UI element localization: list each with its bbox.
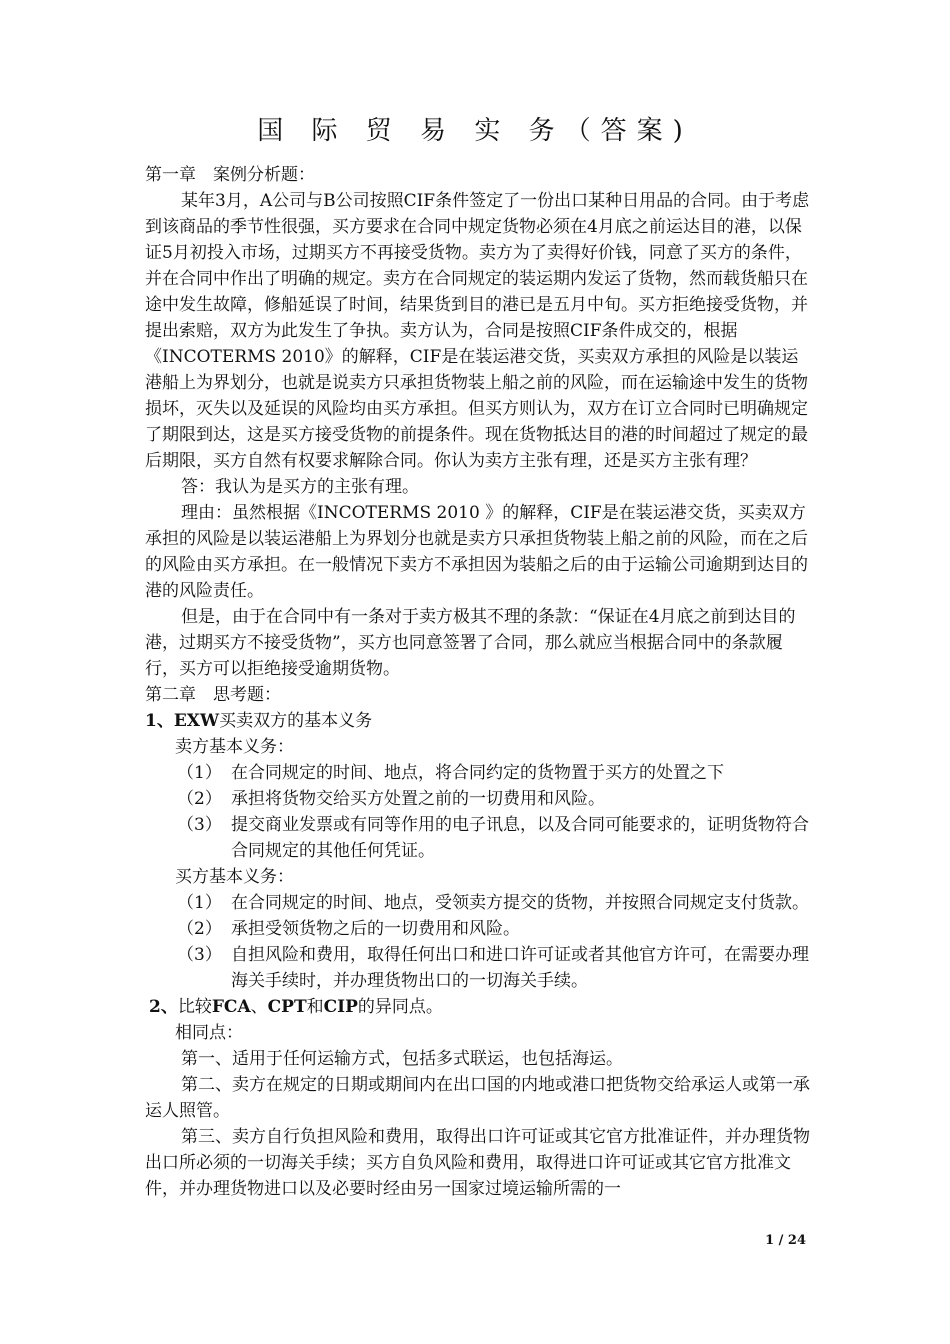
list-item-text: 在合同规定的时间、地点，将合同约定的货物置于买方的处置之下	[231, 763, 724, 783]
list-item	[145, 760, 810, 786]
chapter1-heading: 第一章 案例分析题：	[145, 165, 315, 185]
list-item-number: （2）	[177, 789, 222, 809]
document-title: 国 际 贸 易 实 务（答案)	[257, 116, 693, 146]
similarity-point-2: 第二、卖方在规定的日期或期间内在出口国的内地或港口把货物交给承运人或第一承运人照管。	[145, 1075, 810, 1121]
question1-heading	[145, 708, 810, 734]
question2-term-cpt: CPT	[267, 997, 307, 1017]
buyer-obligations-list	[145, 890, 810, 994]
question2-heading	[145, 994, 810, 1020]
buyer-obligations-label: 买方基本义务：	[175, 867, 294, 887]
similarity-point-3: 第三、卖方自行负担风险和费用，取得出口许可证或其它官方批准证件，并办理货物出口所必须的一切海关手续；买方自负风险和费用，取得进口许可证或其它官方批准文件，并办理货物进口以及必要时经由另一国家过境运输所需的一	[145, 1127, 810, 1199]
case-paragraph: 某年3月，A公司与B公司按照CIF条件签定了一份出口某种日用品的合同。由于考虑到该商品的季节性很强，买方要求在合同中规定货物必须在4月底之前运达目的港，以保证5月初投入市场，过期买方不再接受货物。卖方为了卖得好价钱，同意了买方的条件，并在合同中作出了明确的规定。卖方在合同规定的装运期内发运了货物，然而载货船只在途中发生故障，修船延误了时间，结果货到目的港已是五月中旬。买方拒绝接受货物，并提出索赔，双方为此发生了争执。卖方认为，合同是按照CIF条件成交的，根据《INCOTERMS 2010》的解释，CIF是在装运港交货，买卖双方承担的风险是以装运港船上为界划分，也就是说卖方只承担货物装上船之前的风险，而在运输途中发生的货物损坏，灭失以及延误的风险均由买方承担。但买方则认为，双方在订立合同时已明确规定了期限到达，这是买方接受货物的前提条件。现在货物抵达目的港的时间超过了规定的最后期限，买方自然有权要求解除合同。你认为卖方主张有理，还是买方主张有理？	[145, 191, 810, 471]
question2-term-cip: CIP	[323, 997, 358, 1017]
similarity-point-1: 第一、适用于任何运输方式，包括多式联运，也包括海运。	[181, 1049, 623, 1069]
question1-term: EXW	[173, 711, 220, 731]
seller-obligations-label: 卖方基本义务：	[175, 737, 294, 757]
question2-separator: 和	[306, 997, 324, 1017]
question2-number: 2、	[149, 997, 178, 1017]
question2-suffix: 的异同点。	[357, 997, 443, 1017]
document-body	[145, 162, 810, 1202]
list-item	[145, 786, 810, 812]
list-item	[145, 890, 810, 916]
list-item-text: 自担风险和费用，取得任何出口和进口许可证或者其他官方许可，在需要办理海关手续时，并办理货物出口的一切海关手续。	[231, 945, 809, 991]
reason-paragraph-1: 理由：虽然根据《INCOTERMS 2010 》的解释，CIF是在装运港交货，买卖双方承担的风险是以装运港船上为界划分也就是卖方只承担货物装上船之前的风险，而在之后的风险由买方承担。在一般情况下卖方不承担因为装船之后的由于运输公司逾期到达目的港的风险责任。	[145, 503, 808, 601]
list-item-text: 在合同规定的时间、地点，受领卖方提交的货物，并按照合同规定支付货款。	[231, 893, 809, 913]
answer-paragraph: 答：我认为是买方的主张有理。	[181, 477, 419, 497]
list-item-number: （1）	[177, 893, 222, 913]
page-number: 1 / 24	[765, 1233, 806, 1248]
list-item	[145, 812, 810, 864]
list-item-text: 提交商业发票或有同等作用的电子讯息，以及合同可能要求的，证明货物符合合同规定的其他任何凭证。	[231, 815, 809, 861]
chapter2-heading: 第二章 思考题：	[145, 685, 281, 705]
list-item-number: （1）	[177, 763, 222, 783]
similarities-label: 相同点：	[175, 1023, 243, 1043]
list-item-text: 承担将货物交给买方处置之前的一切费用和风险。	[231, 789, 605, 809]
list-item-number: （3）	[177, 815, 222, 835]
question1-text: 买卖双方的基本义务	[219, 711, 373, 731]
list-item-number: （2）	[177, 919, 222, 939]
list-item-number: （3）	[177, 945, 222, 965]
reason-paragraph-2: 但是，由于在合同中有一条对于卖方极其不理的条款：“保证在4月底之前到达目的港，过期买方不接受货物”，买方也同意签署了合同，那么就应当根据合同中的条款履行，买方可以拒绝接受逾期货物。	[145, 607, 796, 679]
list-item-text: 承担受领货物之后的一切费用和风险。	[231, 919, 520, 939]
question2-separator: 、	[250, 997, 268, 1017]
question1-number: 1、	[145, 711, 174, 731]
question2-term-fca: FCA	[211, 997, 251, 1017]
seller-obligations-list	[145, 760, 810, 864]
list-item	[145, 916, 810, 942]
list-item	[145, 942, 810, 994]
question2-prefix: 比较	[177, 997, 212, 1017]
